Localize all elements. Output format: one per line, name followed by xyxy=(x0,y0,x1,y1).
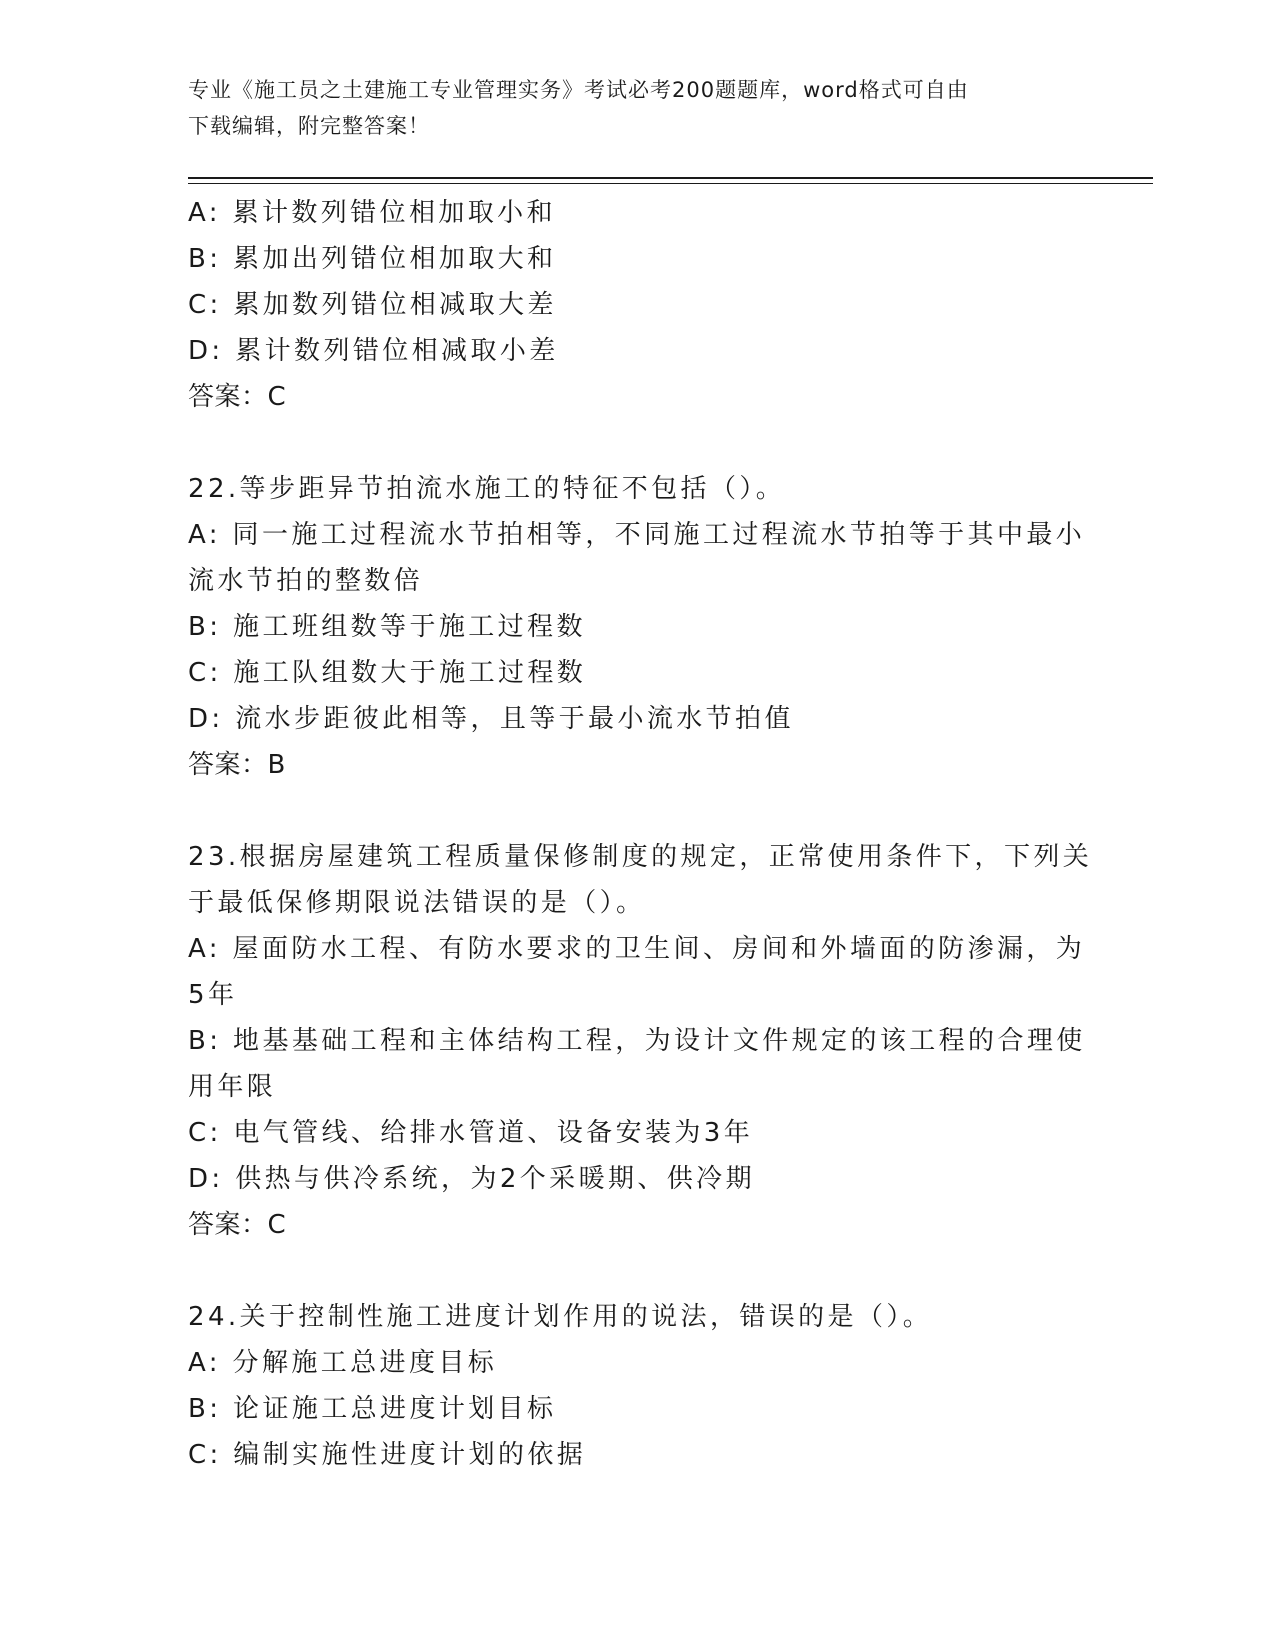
option-c: C: 电气管线、给排水管道、设备安装为3年 xyxy=(188,1118,754,1148)
question-block-22 xyxy=(188,466,1088,788)
document-header xyxy=(188,72,1088,144)
option-c: C: 编制实施性进度计划的依据 xyxy=(188,1440,587,1470)
question-list xyxy=(188,190,1093,1478)
option-c: C: 累加数列错位相减取大差 xyxy=(188,290,557,320)
question-block-23 xyxy=(188,834,1093,1248)
option-b: B: 地基基础工程和主体结构工程，为设计文件规定的该工程的合理使 xyxy=(188,1026,1086,1056)
option-b: B: 施工班组数等于施工过程数 xyxy=(188,612,586,642)
question-stem: 24.关于控制性施工进度计划作用的说法，错误的是（）。 xyxy=(188,1302,933,1332)
option-d: D: 供热与供冷系统，为2个采暖期、供冷期 xyxy=(188,1164,755,1194)
question-stem: 22.等步距异节拍流水施工的特征不包括（）。 xyxy=(188,474,786,504)
header-line-1: 专业《施工员之土建施工专业管理实务》考试必考200题题库，word格式可自由 xyxy=(188,78,969,102)
option-b: B: 论证施工总进度计划目标 xyxy=(188,1394,557,1424)
question-stem: 23.根据房屋建筑工程质量保修制度的规定，正常使用条件下，下列关 xyxy=(188,842,1093,872)
question-block-21 xyxy=(188,190,1088,420)
option-a: A: 屋面防水工程、有防水要求的卫生间、房间和外墙面的防渗漏，为 xyxy=(188,934,1086,964)
option-b-continued: 用年限 xyxy=(188,1072,277,1102)
spacer xyxy=(188,420,1088,466)
spacer xyxy=(188,1248,1088,1294)
header-line-2: 下载编辑，附完整答案！ xyxy=(188,114,430,138)
option-d: D: 流水步距彼此相等，且等于最小流水节拍值 xyxy=(188,704,794,734)
option-b: B: 累加出列错位相加取大和 xyxy=(188,244,557,274)
header-divider-thick xyxy=(188,177,1153,179)
option-a: A: 分解施工总进度目标 xyxy=(188,1348,498,1378)
question-block-24 xyxy=(188,1294,1088,1478)
answer-line: 答案：C xyxy=(188,382,287,412)
option-a: A: 同一施工过程流水节拍相等，不同施工过程流水节拍等于其中最小 xyxy=(188,520,1086,550)
header-divider-thin xyxy=(188,183,1153,184)
option-d: D: 累计数列错位相减取小差 xyxy=(188,336,559,366)
option-a-continued: 流水节拍的整数倍 xyxy=(188,566,424,596)
spacer xyxy=(188,788,1088,834)
option-c: C: 施工队组数大于施工过程数 xyxy=(188,658,587,688)
option-a: A: 累计数列错位相加取小和 xyxy=(188,198,556,228)
answer-line: 答案：B xyxy=(188,750,286,780)
answer-line: 答案：C xyxy=(188,1210,287,1240)
question-stem-continued: 于最低保修期限说法错误的是（）。 xyxy=(188,888,646,918)
option-a-continued: 5年 xyxy=(188,980,238,1010)
